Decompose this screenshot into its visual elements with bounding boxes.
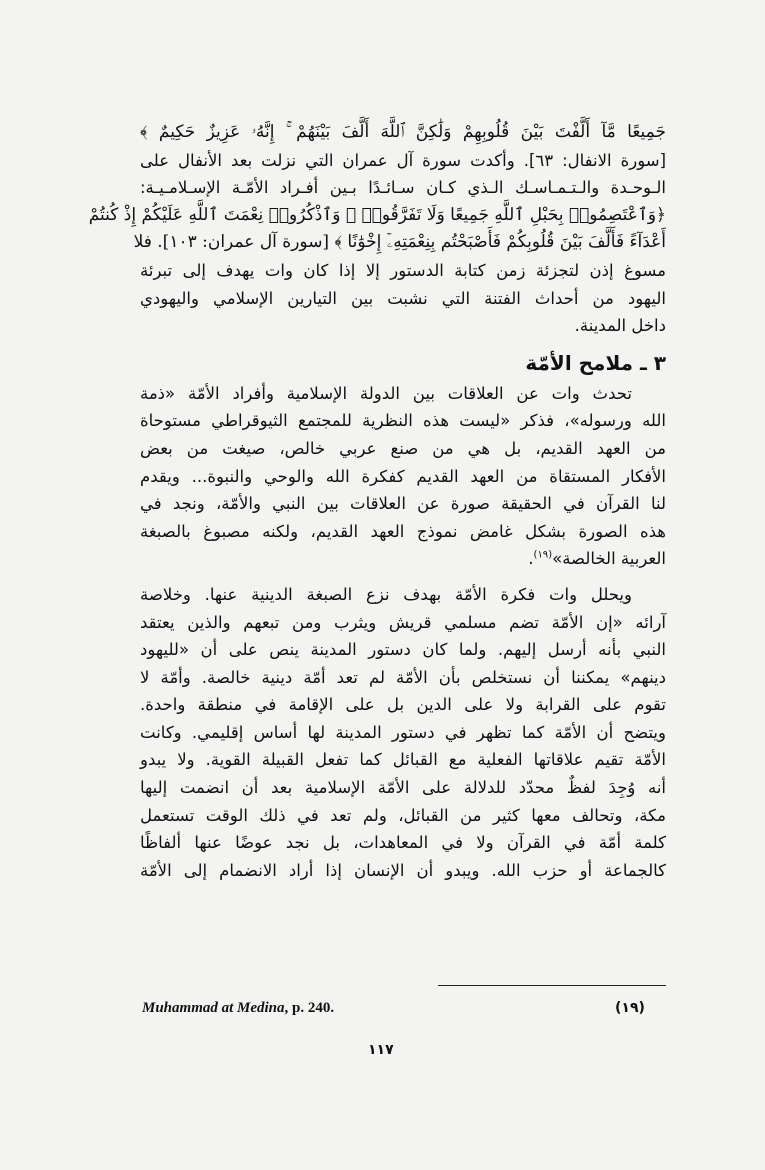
text-line: مكة، وتحالف معها كثير من القبائل، ولم تعد في ذلك الوقت تستعمل <box>140 805 666 825</box>
text-line: ويحلل وات فكرة الأمّة بهدف نزع الصبغة الدينية عنها. وخلاصة <box>140 584 632 604</box>
quran-verse-line: أَعْدَآءً فَأَلَّفَ بَيْنَ قُلُوبِكُمْ فَأَصْبَحْتُم بِنِعْمَتِهِۦٓ إِخْوَٰنًا ﴾ [سورة آل عمران: ١٠٣]. فلا <box>133 232 666 253</box>
main-text <box>88 119 667 884</box>
text-line: من العهد القديم، بل هي من صنع عربي خالص، صيغت من بعض <box>140 438 666 458</box>
page-number: ١١٧ <box>368 1042 394 1058</box>
text-line: كالجماعة أو حزب الله. ويبدو أن الإنسان إذا أراد الانضمام إلى الأمّة <box>140 860 666 880</box>
footnote-divider <box>438 985 666 986</box>
footnote-book-title: Muhammad at Medina <box>142 1000 285 1016</box>
paragraph-1 <box>88 119 667 340</box>
text-line: [سورة الانفال: ٦٣]. وأكدت سورة آل عمران التي نزلت بعد الأنفال على <box>140 150 667 170</box>
text-line: داخل المدينة. <box>574 316 666 336</box>
text-line: تحدث وات عن العلاقات بين الدولة الإسلامية وأفراد الأمّة «ذمة <box>140 383 632 403</box>
text-line: تقوم على القرابة ولا على الدين بل على الإقامة في منطقة واحدة. <box>140 695 666 715</box>
text-line: آرائه «إن الأمّة تضم مسلمي قريش ويثرب ومن تبعهم والذين يعتقد <box>140 612 666 632</box>
footnote-text <box>142 1000 334 1017</box>
text-line-content: العربية الخالصة» <box>552 549 666 569</box>
footnote-page-ref: , p. 240. <box>284 1000 335 1016</box>
text-line: الـوحـدة والـتـمـاسـك الـذي كـان سـائـدًا بـين أفـراد الأمّـة الإسـلامـيـة: <box>140 178 666 198</box>
paragraph-2 <box>140 380 666 573</box>
text-line: مسوغ إذن لتجزئة زمن كتابة الدستور إلا إذا كان وات يهدف إلى تبرئة <box>140 260 666 280</box>
text-line: كلمة أمّة في القرآن ولا في المعاهدات، بل نجد عوضًا عنها ألفاظًا <box>140 833 666 853</box>
footnote-reference: (١٩) <box>533 549 553 561</box>
text-line: الأمّة تقيم علاقاتها الفعلية مع القبائل كما تفعل القبيلة القوية. ولا يبدو <box>140 750 666 770</box>
text-line: ويتضح أن الأمّة كما تظهر في دستور المدينة لها أساس إقليمي. وكانت <box>140 722 666 742</box>
text-line: لنا القرآن في الحقيقة صورة عن العلاقات بين النبي والأمّة، ونجد في <box>140 494 666 514</box>
paragraph-3 <box>140 581 666 885</box>
text-line: الأفكار المستقاة من العهد القديم كفكرة الله والوحي والنبوة... ويقدم <box>140 466 666 486</box>
text-line: أنه وُجِدَ لفظٌ محدّد للدلالة على الأمّة الإسلامية بعد أن انضمت إليها <box>140 778 666 798</box>
text-line: النبي بأنه أرسل إليهم. ولما كان دستور المدينة ينص على أن «لليهود <box>140 640 666 660</box>
quran-verse-line: جَمِيعًا مَّآ أَلَّفْتَ بَيْنَ قُلُوبِهِمْ وَلَٰكِنَّ ٱللَّهَ أَلَّفَ بَيْنَهُمْ ۚ إِنَّهُۥ عَزِيزٌ حَكِيمٌ ﴾ <box>140 122 666 142</box>
text-line: هذه الصورة بشكل غامض نموذج العهد القديم، ولكنه مصبوغ بالصبغة <box>140 521 666 541</box>
quran-verse-line: ﴿وَٱعْتَصِمُوا۟ بِحَبْلِ ٱللَّهِ جَمِيعًا وَلَا تَفَرَّقُوا۟ ۚ وَٱذْكُرُوا۟ نِعْمَتَ ٱللَّهِ عَلَيْكُمْ إِذْ كُنتُمْ <box>88 204 666 225</box>
section-heading: ٣ ـ ملامح الأمّة <box>525 350 666 375</box>
text-line: دينهم» يمكننا أن نستخلص بأن الأمّة لم تعد أمّة دينية خالصة. وأمّة لا <box>140 667 666 687</box>
text-line: الله ورسوله»، فذكر «ليست هذه النظرية للمجتمع الثيوقراطي مستوحاة <box>140 411 666 431</box>
text-line: اليهود من أحداث الفتنة التي نشبت بين التيارين الإسلامي واليهودي <box>140 288 666 308</box>
text-line: العربية الخالصة»$^{(١٩)}$. <box>528 549 666 569</box>
footnote-number: (١٩) <box>615 1000 645 1016</box>
